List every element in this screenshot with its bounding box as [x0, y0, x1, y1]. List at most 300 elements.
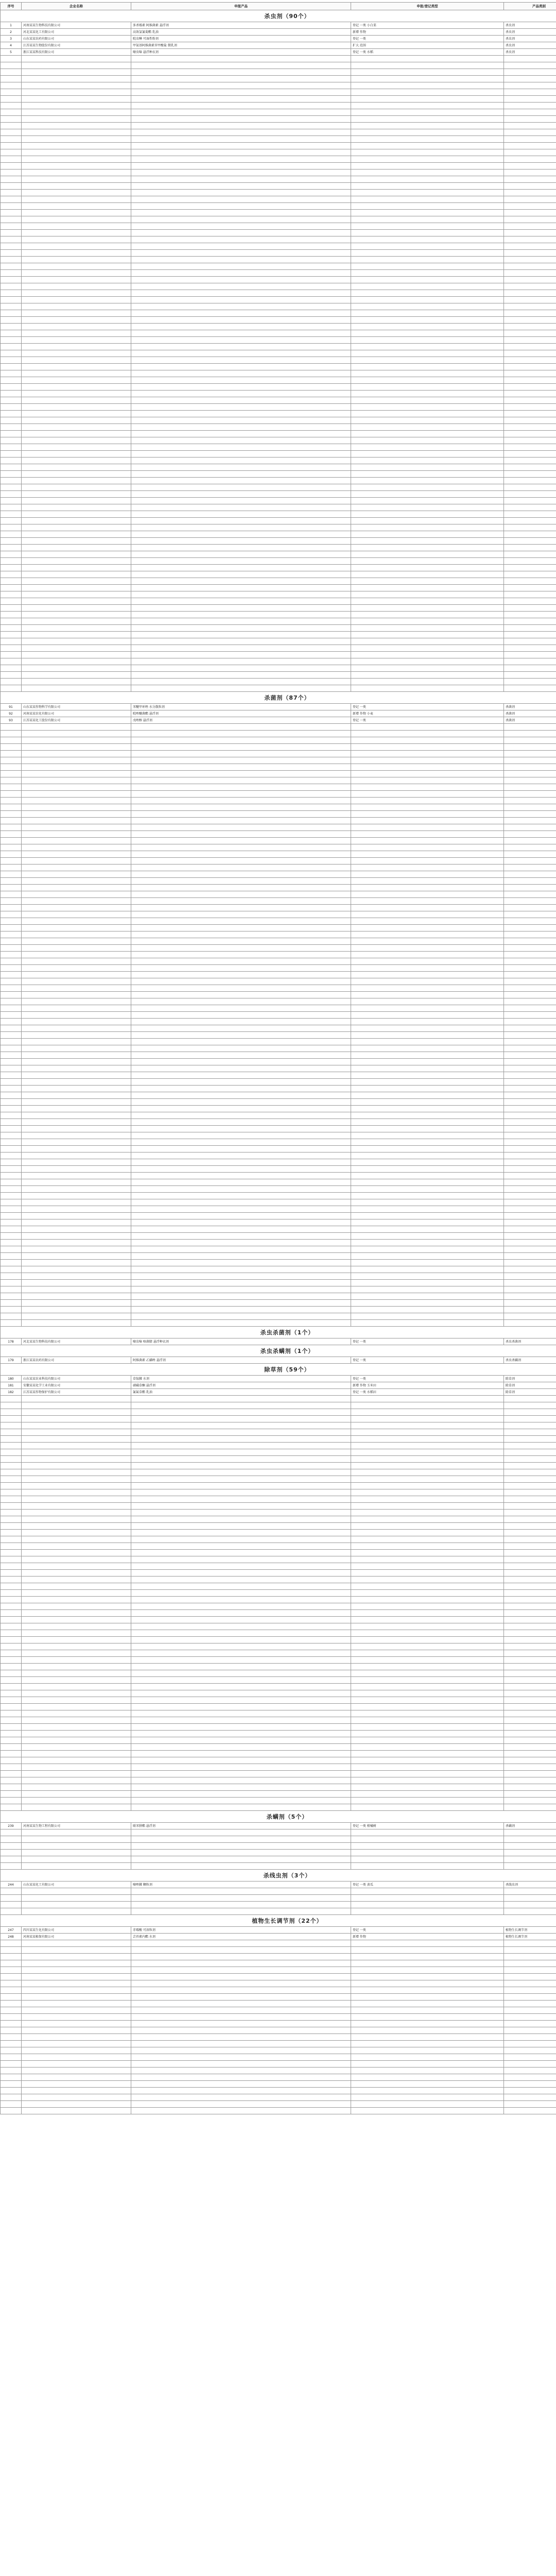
row-company	[22, 1536, 131, 1543]
table-row	[1, 1019, 556, 1025]
row-category	[504, 257, 556, 263]
row-registration-type	[351, 2001, 504, 2007]
row-registration-type	[351, 632, 504, 638]
row-index	[1, 2021, 22, 2027]
row-product	[131, 838, 351, 844]
table-row	[1, 2021, 556, 2027]
row-company: 浙江某某科技有限公司	[22, 49, 131, 56]
row-registration-type: 新增 作物	[351, 1934, 504, 1940]
row-company	[22, 504, 131, 511]
table-row	[1, 1934, 556, 1940]
row-category: 除草剂	[504, 1389, 556, 1396]
row-product	[131, 1159, 351, 1166]
row-registration-type	[351, 236, 504, 243]
row-registration-type	[351, 1987, 504, 1994]
row-category	[504, 1213, 556, 1219]
row-registration-type	[351, 1570, 504, 1577]
row-category	[504, 243, 556, 250]
table-row	[1, 464, 556, 471]
row-registration-type	[351, 992, 504, 998]
row-company: 安徽某某化学工业有限公司	[22, 1382, 131, 1389]
row-registration-type	[351, 1791, 504, 1798]
row-registration-type	[351, 731, 504, 737]
row-product	[131, 1260, 351, 1266]
row-category	[504, 1300, 556, 1307]
row-product: 苯醚甲环唑 水分散粒剂	[131, 704, 351, 710]
row-category	[504, 1059, 556, 1065]
row-index	[1, 871, 22, 878]
row-registration-type	[351, 931, 504, 938]
row-category	[504, 270, 556, 277]
row-company	[22, 1179, 131, 1186]
row-registration-type	[351, 1173, 504, 1179]
row-category	[504, 277, 556, 283]
row-category	[504, 645, 556, 652]
row-company	[22, 1856, 131, 1863]
row-registration-type	[351, 451, 504, 457]
row-registration-type	[351, 1443, 504, 1449]
row-index	[1, 1233, 22, 1240]
row-registration-type	[351, 1516, 504, 1523]
row-registration-type	[351, 2067, 504, 2074]
row-product	[131, 804, 351, 811]
row-company	[22, 672, 131, 679]
row-registration-type	[351, 1079, 504, 1086]
row-category	[504, 1166, 556, 1173]
row-index	[1, 764, 22, 771]
row-category	[504, 377, 556, 384]
row-product	[131, 891, 351, 898]
row-category	[504, 998, 556, 1005]
row-registration-type	[351, 103, 504, 109]
row-category	[504, 210, 556, 216]
row-index: 93	[1, 717, 22, 724]
table-row	[1, 471, 556, 478]
row-index	[1, 598, 22, 605]
row-category	[504, 958, 556, 965]
row-category	[504, 163, 556, 170]
row-category	[504, 1590, 556, 1597]
row-registration-type	[351, 1320, 504, 1327]
row-registration-type	[351, 1072, 504, 1079]
table-row	[1, 905, 556, 911]
row-company	[22, 737, 131, 744]
row-category	[504, 230, 556, 236]
table-row	[1, 658, 556, 665]
row-product	[131, 96, 351, 103]
row-index	[1, 1664, 22, 1670]
row-company	[22, 1664, 131, 1670]
row-product	[131, 1777, 351, 1784]
row-index	[1, 865, 22, 871]
table-row	[1, 1697, 556, 1704]
row-product	[131, 665, 351, 672]
table-row	[1, 330, 556, 337]
row-index	[1, 397, 22, 404]
row-category	[504, 1543, 556, 1550]
row-registration-type	[351, 585, 504, 591]
row-product	[131, 444, 351, 451]
row-product	[131, 310, 351, 317]
row-registration-type	[351, 196, 504, 203]
row-index	[1, 471, 22, 478]
row-company	[22, 685, 131, 692]
row-registration-type	[351, 1099, 504, 1106]
row-product	[131, 1617, 351, 1623]
row-product	[131, 1556, 351, 1563]
row-company	[22, 1443, 131, 1449]
table-row	[1, 1039, 556, 1045]
row-category: 除草剂	[504, 1376, 556, 1382]
row-category	[504, 170, 556, 176]
row-company	[22, 270, 131, 277]
table-row	[1, 511, 556, 518]
row-index	[1, 1025, 22, 1032]
row-category	[504, 183, 556, 190]
row-category	[504, 1240, 556, 1246]
row-company	[22, 665, 131, 672]
row-category	[504, 76, 556, 82]
table-row	[1, 1293, 556, 1300]
row-category	[504, 1980, 556, 1987]
table-row	[1, 931, 556, 938]
row-product	[131, 2088, 351, 2094]
table-row	[1, 1643, 556, 1650]
row-index	[1, 612, 22, 618]
row-product	[131, 791, 351, 798]
table-row	[1, 571, 556, 578]
row-product	[131, 1219, 351, 1226]
row-registration-type	[351, 1233, 504, 1240]
row-index	[1, 625, 22, 632]
row-index	[1, 931, 22, 938]
row-company	[22, 1449, 131, 1456]
section-title-row	[1, 1327, 556, 1338]
row-registration-type	[351, 277, 504, 283]
row-category	[504, 1974, 556, 1980]
row-registration-type	[351, 337, 504, 344]
row-product	[131, 1005, 351, 1012]
row-index	[1, 545, 22, 551]
table-row	[1, 310, 556, 317]
row-registration-type	[351, 257, 504, 263]
table-row	[1, 1843, 556, 1850]
table-row	[1, 437, 556, 444]
row-registration-type	[351, 310, 504, 317]
table-row	[1, 818, 556, 824]
table-row	[1, 1902, 556, 1908]
row-category	[504, 2067, 556, 2074]
row-company	[22, 878, 131, 885]
table-row	[1, 1065, 556, 1072]
row-index	[1, 190, 22, 196]
row-index	[1, 1895, 22, 1902]
table-row	[1, 36, 556, 42]
row-index	[1, 1280, 22, 1286]
row-company	[22, 1045, 131, 1052]
row-registration-type	[351, 518, 504, 524]
row-registration-type	[351, 571, 504, 578]
row-registration-type	[351, 1850, 504, 1856]
row-registration-type	[351, 938, 504, 945]
table-row	[1, 1577, 556, 1583]
row-category	[504, 578, 556, 585]
row-product	[131, 565, 351, 571]
row-registration-type	[351, 638, 504, 645]
row-company	[22, 1409, 131, 1416]
row-registration-type	[351, 871, 504, 878]
row-product	[131, 2021, 351, 2027]
row-index	[1, 183, 22, 190]
row-product	[131, 1757, 351, 1764]
row-product	[131, 598, 351, 605]
row-registration-type	[351, 397, 504, 404]
row-product	[131, 1483, 351, 1489]
row-category	[504, 404, 556, 411]
row-product	[131, 679, 351, 685]
row-company	[22, 751, 131, 757]
row-company	[22, 1146, 131, 1153]
table-row	[1, 1357, 556, 1364]
row-category	[504, 605, 556, 612]
row-product	[131, 56, 351, 62]
table-row	[1, 2027, 556, 2034]
row-product: 草铵膦 水剂	[131, 1376, 351, 1382]
row-product	[131, 1126, 351, 1132]
row-category	[504, 1670, 556, 1677]
row-index	[1, 1980, 22, 1987]
row-company	[22, 531, 131, 538]
row-index	[1, 2094, 22, 2101]
row-product	[131, 818, 351, 824]
table-row	[1, 2041, 556, 2047]
row-index	[1, 297, 22, 303]
row-product	[131, 885, 351, 891]
row-index	[1, 1273, 22, 1280]
row-category	[504, 1173, 556, 1179]
row-product	[131, 1476, 351, 1483]
row-product	[131, 62, 351, 69]
row-index	[1, 384, 22, 391]
table-body	[1, 10, 556, 2114]
row-registration-type	[351, 303, 504, 310]
row-index	[1, 1690, 22, 1697]
row-category	[504, 384, 556, 391]
row-category	[504, 1757, 556, 1764]
row-category	[504, 103, 556, 109]
row-index	[1, 504, 22, 511]
row-category	[504, 2054, 556, 2061]
row-company	[22, 625, 131, 632]
row-registration-type: 登记 一类	[351, 704, 504, 710]
row-category	[504, 777, 556, 784]
row-registration-type	[351, 905, 504, 911]
row-product	[131, 1724, 351, 1731]
row-category	[504, 1226, 556, 1233]
table-row	[1, 672, 556, 679]
row-index	[1, 89, 22, 96]
row-index	[1, 1510, 22, 1516]
row-product	[131, 931, 351, 938]
row-category	[504, 310, 556, 317]
row-category	[504, 1193, 556, 1199]
row-category	[504, 1005, 556, 1012]
table-row	[1, 958, 556, 965]
row-category	[504, 1456, 556, 1463]
row-registration-type	[351, 952, 504, 958]
table-row	[1, 1416, 556, 1422]
row-company	[22, 471, 131, 478]
row-registration-type	[351, 1126, 504, 1132]
row-registration-type	[351, 1637, 504, 1643]
row-registration-type	[351, 1751, 504, 1757]
row-company	[22, 1059, 131, 1065]
row-product	[131, 978, 351, 985]
row-product	[131, 1213, 351, 1219]
row-index	[1, 1597, 22, 1603]
row-index	[1, 1246, 22, 1253]
row-product	[131, 1677, 351, 1684]
table-row	[1, 1025, 556, 1032]
row-category	[504, 236, 556, 243]
row-registration-type	[351, 1888, 504, 1895]
table-row	[1, 1664, 556, 1670]
row-index	[1, 1744, 22, 1751]
table-row	[1, 270, 556, 277]
row-category	[504, 764, 556, 771]
row-category	[504, 804, 556, 811]
row-product	[131, 1954, 351, 1960]
row-category	[504, 838, 556, 844]
row-index	[1, 578, 22, 585]
row-index	[1, 1099, 22, 1106]
row-company	[22, 1219, 131, 1226]
row-product	[131, 1597, 351, 1603]
row-index	[1, 290, 22, 297]
row-index	[1, 1503, 22, 1510]
row-product	[131, 236, 351, 243]
row-product	[131, 638, 351, 645]
row-company	[22, 1888, 131, 1895]
row-product	[131, 2047, 351, 2054]
row-index	[1, 824, 22, 831]
row-category	[504, 2014, 556, 2021]
row-product	[131, 1737, 351, 1744]
row-index	[1, 1994, 22, 2001]
row-registration-type	[351, 330, 504, 337]
table-row	[1, 578, 556, 585]
row-category	[504, 938, 556, 945]
row-category	[504, 330, 556, 337]
row-product	[131, 183, 351, 190]
table-row	[1, 652, 556, 658]
row-index: 92	[1, 710, 22, 717]
table-row	[1, 1233, 556, 1240]
row-product	[131, 1193, 351, 1199]
row-registration-type	[351, 777, 504, 784]
row-company	[22, 1771, 131, 1777]
row-company	[22, 1650, 131, 1657]
row-category	[504, 992, 556, 998]
row-index	[1, 2047, 22, 2054]
row-company	[22, 1092, 131, 1099]
row-registration-type	[351, 136, 504, 143]
row-category	[504, 89, 556, 96]
table-row	[1, 1974, 556, 1980]
table-row	[1, 1260, 556, 1266]
row-category	[504, 216, 556, 223]
row-category	[504, 1320, 556, 1327]
row-registration-type	[351, 498, 504, 504]
row-category	[504, 457, 556, 464]
table-row	[1, 1617, 556, 1623]
row-product	[131, 1059, 351, 1065]
row-index	[1, 2027, 22, 2034]
row-index	[1, 1967, 22, 1974]
row-company	[22, 136, 131, 143]
row-index	[1, 176, 22, 183]
table-row	[1, 645, 556, 652]
row-index	[1, 1577, 22, 1583]
row-category	[504, 1409, 556, 1416]
row-company	[22, 149, 131, 156]
row-product	[131, 156, 351, 163]
table-row	[1, 62, 556, 69]
row-product	[131, 1045, 351, 1052]
row-index	[1, 1987, 22, 1994]
table-row	[1, 1670, 556, 1677]
row-category	[504, 504, 556, 511]
row-category	[504, 464, 556, 471]
row-company	[22, 1908, 131, 1915]
row-category	[504, 1146, 556, 1153]
row-registration-type	[351, 1784, 504, 1791]
row-index	[1, 1940, 22, 1947]
row-product	[131, 1112, 351, 1119]
row-company	[22, 1012, 131, 1019]
row-company: 浙江某某农药有限公司	[22, 1357, 131, 1364]
row-index	[1, 878, 22, 885]
row-product	[131, 478, 351, 484]
table-row	[1, 2054, 556, 2061]
row-index	[1, 1623, 22, 1630]
row-company	[22, 1260, 131, 1266]
row-index	[1, 1902, 22, 1908]
row-company: 江苏某某生物股份有限公司	[22, 42, 131, 49]
row-index	[1, 109, 22, 116]
row-category	[504, 638, 556, 645]
row-category	[504, 891, 556, 898]
row-index	[1, 1159, 22, 1166]
row-product	[131, 1784, 351, 1791]
row-index	[1, 391, 22, 397]
table-row	[1, 344, 556, 350]
row-product	[131, 82, 351, 89]
row-index	[1, 672, 22, 679]
row-category	[504, 317, 556, 324]
row-company	[22, 1186, 131, 1193]
row-index	[1, 2014, 22, 2021]
row-product	[131, 771, 351, 777]
row-category: 杀虫剂	[504, 29, 556, 36]
row-product: 戊唑醇 悬浮剂	[131, 717, 351, 724]
row-category	[504, 524, 556, 531]
row-company	[22, 129, 131, 136]
section-title-row	[1, 1364, 556, 1376]
table-row	[1, 858, 556, 865]
row-company	[22, 2041, 131, 2047]
row-index	[1, 1771, 22, 1777]
